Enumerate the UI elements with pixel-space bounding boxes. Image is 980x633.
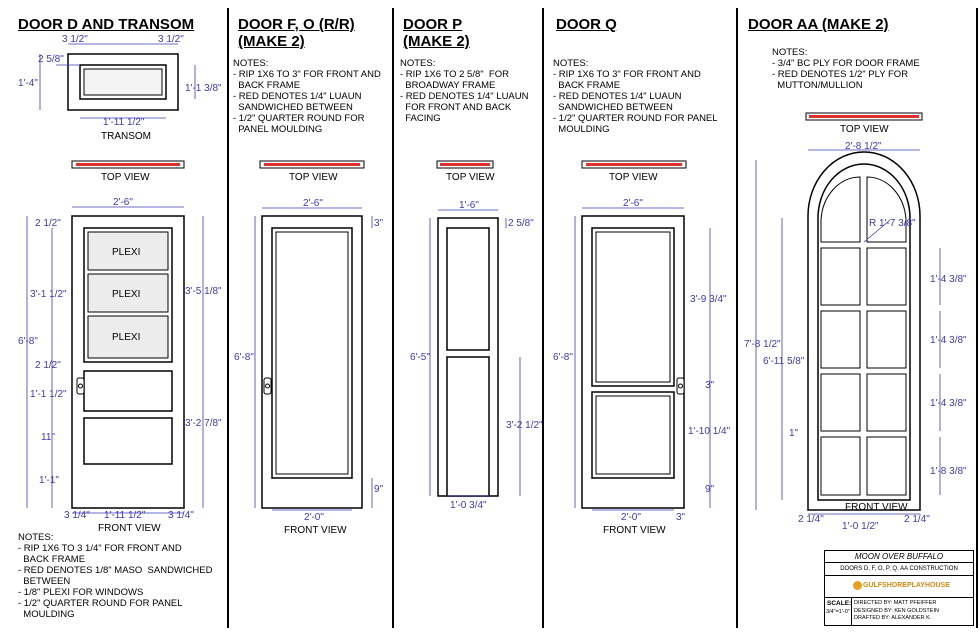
door-fo-title: DOOR F, O (R/R) (MAKE 2) [238, 16, 355, 50]
door-p-title: DOOR P (MAKE 2) [403, 16, 470, 50]
plexi-label: PLEXI [112, 332, 141, 343]
dim-label: 3 1/2" [158, 34, 184, 45]
dim-label: 6'-8" [18, 336, 38, 347]
title-block [824, 550, 974, 626]
scale-label: SCALE: [827, 600, 852, 607]
door-q-notes: NOTES: - RIP 1X6 TO 3" FOR FRONT AND BACK FRAME - RED DENOTES 1/4" LUAUN SANDWICHED BETWEEN - 1/2" QUARTER ROUND FOR PANEL MOULDING [553, 58, 718, 135]
dim-label: 1'-4 3/8" [930, 274, 967, 285]
door-fo-top-view-label: TOP VIEW [289, 172, 338, 183]
dim-label: 1'-1" [39, 475, 59, 486]
dim-label: 1'-11 1/2" [104, 510, 146, 521]
dim-label: 3 1/2" [62, 34, 88, 45]
door-aa-notes: NOTES: - 3/4" BC PLY FOR DOOR FRAME - RED DENOTES 1/2" PLY FOR MUTTON/MULLION [772, 47, 920, 91]
door-fo-top-view [260, 161, 364, 168]
dim-label: 3 1/4" [168, 510, 194, 521]
dim-label: 6'-8" [234, 352, 254, 363]
sheet-title: DOORS D, F, O, P, Q, AA CONSTRUCTION [840, 566, 958, 572]
directed-by: DIRECTED BY: MATT PFEIFFER [854, 600, 937, 606]
dim-label: 2 5/8" [38, 54, 64, 65]
dim-label: 2'-6" [623, 198, 643, 209]
dim-label: 3 1/4" [64, 510, 90, 521]
door-p-front-view [438, 218, 498, 496]
door-p-top-view [437, 161, 493, 168]
plexi-label: PLEXI [112, 247, 141, 258]
door-q-top-view [582, 161, 686, 168]
dim-label: 1'-4" [18, 78, 38, 89]
dim-label: 3" [374, 218, 384, 229]
dim-label: 9" [705, 484, 715, 495]
dim-label: 2'-8 1/2" [845, 141, 882, 152]
door-aa-title: DOOR AA (MAKE 2) [748, 16, 889, 33]
door-d-title: DOOR D AND TRANSOM [18, 16, 195, 33]
dim-label: 2 1/2" [35, 360, 61, 371]
door-d-top-view [72, 161, 184, 168]
dim-label: 1'-0 1/2" [842, 521, 879, 532]
dim-label: 3'-5 1/8" [185, 286, 222, 297]
company-name: GULFSHOREPLAYHOUSE [863, 582, 950, 589]
transom-drawing [68, 54, 178, 110]
transom-caption: TRANSOM [101, 131, 151, 142]
door-fo-front-view [262, 216, 362, 508]
dim-label: 6'-11 5/8" [763, 356, 805, 367]
door-d-front-view [72, 216, 184, 508]
dim-label: 2'-0" [621, 512, 641, 523]
plexi-label: PLEXI [112, 289, 141, 300]
dim-label: 1'-1 1/2" [30, 389, 67, 400]
dim-label: 1'-4 3/8" [930, 335, 967, 346]
door-q-title: DOOR Q [556, 16, 617, 33]
door-q-top-view-label: TOP VIEW [609, 172, 658, 183]
dim-label: 2 1/4" [798, 514, 824, 525]
designed-by: DESIGNED BY: KEN GOLDSTEIN [854, 608, 939, 614]
dim-label: 3'-2 1/2" [506, 420, 543, 431]
dim-label: 3'-1 1/2" [30, 289, 67, 300]
dim-label: 9" [374, 484, 384, 495]
dim-label: 1'-0 3/4" [450, 500, 487, 511]
door-p-notes: NOTES: - RIP 1X6 TO 2 5/8" FOR BROADWAY FRAME - RED DENOTES 1/4" LUAUN FOR FRONT AND BACK FACING [400, 58, 529, 124]
dim-label: 1'-8 3/8" [930, 466, 967, 477]
dim-label: 2'-6" [303, 198, 323, 209]
door-fo-notes: NOTES: - RIP 1X6 TO 3" FOR FRONT AND BACK FRAME - RED DENOTES 1/4" LUAUN SANDWICHED BETWEEN - 1/2" QUARTER ROUND FOR PANEL MOULDING [233, 58, 381, 135]
dim-label: 2'-6" [113, 197, 133, 208]
drafted-by: DRAFTED BY: ALEXANDER K. [854, 615, 932, 621]
door-q-front-view [582, 216, 684, 508]
dim-label: 2 1/2" [35, 218, 61, 229]
dim-label: 7'-8 1/2" [744, 339, 781, 350]
company-logo-icon [853, 581, 862, 590]
dim-label: R 1'-7 3/8" [869, 218, 916, 229]
dim-label: 3'-9 3/4" [690, 294, 727, 305]
door-aa-front-view-label: FRONT VIEW [845, 502, 908, 513]
dim-label: 3'-2 7/8" [185, 418, 222, 429]
dim-label: 1'-4 3/8" [930, 398, 967, 409]
dim-label: 1" [789, 428, 799, 439]
dim-label: 3" [676, 512, 686, 523]
dim-label: 2 5/8" [508, 218, 534, 229]
door-p-top-view-label: TOP VIEW [446, 172, 495, 183]
dim-label: 6'-8" [553, 352, 573, 363]
dim-label: 6'-5" [410, 352, 430, 363]
scale-value: 3/4"=1'-0" [826, 609, 850, 615]
door-q-front-view-label: FRONT VIEW [603, 525, 666, 536]
dim-label: 2'-0" [304, 512, 324, 523]
show-title: MOON OVER BUFFALO [854, 552, 944, 561]
dim-label: 1'-1 3/8" [185, 83, 222, 94]
dim-label: 11" [41, 432, 55, 443]
dim-label: 1'-6" [459, 200, 479, 211]
dim-label: 2 1/4" [904, 514, 930, 525]
dim-label: 3" [705, 380, 715, 391]
door-fo-front-view-label: FRONT VIEW [284, 525, 347, 536]
door-d-notes: NOTES: - RIP 1X6 TO 3 1/4" FOR FRONT AND BACK FRAME - RED DENOTES 1/8" MASO SANDWICHED BETWEEN - 1/8" PLEXI FOR WINDOWS - 1/2" QUARTER ROUND FOR PANEL MOULDING [18, 532, 213, 620]
door-aa-top-view [806, 113, 922, 120]
door-aa-front-view [808, 152, 920, 510]
door-d-top-view-label: TOP VIEW [101, 172, 150, 183]
door-d-front-view-label: FRONT VIEW [98, 523, 161, 534]
dim-label: 1'-11 1/2" [103, 117, 145, 128]
dim-label: 1'-10 1/4" [688, 426, 731, 437]
door-aa-top-view-label: TOP VIEW [840, 124, 889, 135]
